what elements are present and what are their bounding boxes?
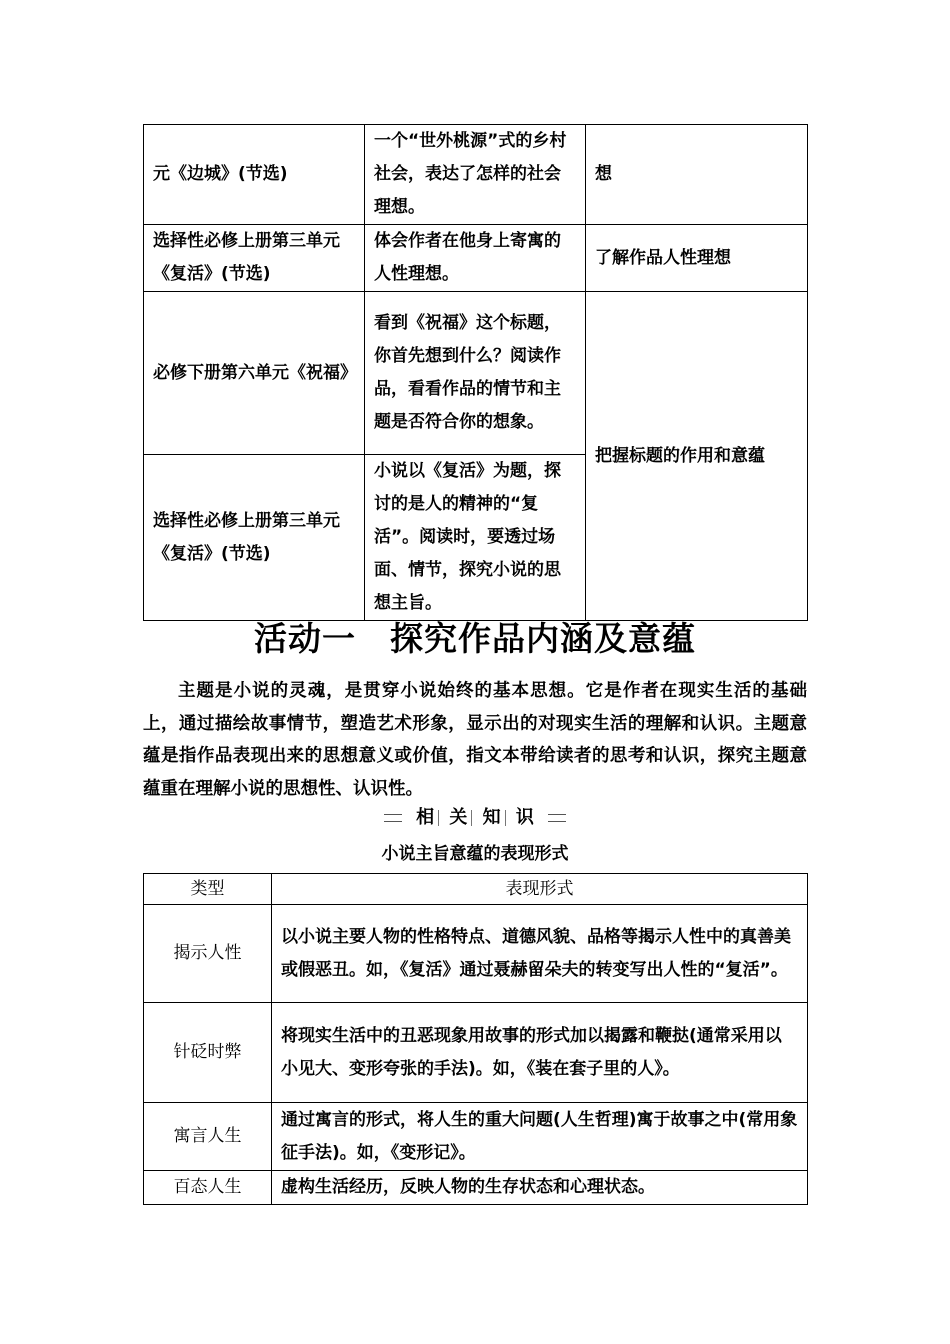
column-header: 表现形式 [272, 874, 808, 905]
form-cell: 以小说主要人物的性格特点、道德风貌、品格等揭示人性中的真善美或假恶丑。如，《复活》通过聂赫留朵夫的转变写出人性的“复活”。 [272, 905, 808, 1003]
heading-char: 关 [449, 807, 468, 828]
table-cell: 小说以《复活》为题，探讨的是人的精神的“复活”。阅读时，要透过场面、情节，探究小说的思想主旨。 [365, 455, 586, 621]
table-cell: 把握标题的作用和意蕴 [586, 292, 808, 621]
heading-char: 相 [416, 807, 435, 828]
table-cell: 必修下册第六单元《祝福》 [144, 292, 365, 455]
column-header: 类型 [144, 874, 272, 905]
table-title: 小说主旨意蕴的表现形式 [381, 844, 569, 864]
table-cell: 了解作品人性理想 [586, 225, 808, 292]
related-knowledge-heading [143, 804, 807, 832]
decor-bar-left [384, 814, 402, 822]
form-cell: 将现实生活中的丑恶现象用故事的形式加以揭露和鞭挞(通常采用以小见大、变形夸张的手法)。如，《装在套子里的人》。 [272, 1003, 808, 1103]
form-cell: 通过寓言的形式，将人生的重大问题(人生哲理)寓于故事之中(常用象征手法)。如，《变形记》。 [272, 1103, 808, 1171]
body-paragraph: 主题是小说的灵魂，是贯穿小说始终的基本思想。它是作者在现实生活的基础上，通过描绘故事情节，塑造艺术形象，显示出的对现实生活的理解和认识。主题意蕴是指作品表现出来的思想意义或价值，指文本带给读者的思考和认识，探究主题意蕴重在理解小说的思想性、认识性。 [143, 681, 807, 799]
type-cell: 针砭时弊 [144, 1003, 272, 1103]
table-cell: 看到《祝福》这个标题，你首先想到什么？阅读作品，看看作品的情节和主题是否符合你的想象。 [365, 292, 586, 455]
type-cell: 寓言人生 [144, 1103, 272, 1171]
theme-forms-table [143, 873, 808, 1205]
table-row [144, 1003, 808, 1103]
table-row [144, 905, 808, 1003]
table-row [144, 1103, 808, 1171]
table-cell: 元《边城》(节选) [144, 125, 365, 225]
heading-char: 知 [482, 807, 501, 828]
table-cell: 选择性必修上册第三单元《复活》(节选) [144, 455, 365, 621]
divider [438, 810, 439, 826]
unit-reading-table [143, 124, 808, 621]
type-cell: 百态人生 [144, 1171, 272, 1205]
divider [505, 810, 506, 826]
table-cell: 想 [586, 125, 808, 225]
table-row [144, 292, 808, 455]
table-cell: 一个“世外桃源”式的乡村社会，表达了怎样的社会理想。 [365, 125, 586, 225]
table-row [144, 225, 808, 292]
divider [471, 810, 472, 826]
table-cell: 体会作者在他身上寄寓的人性理想。 [365, 225, 586, 292]
table-row [144, 125, 808, 225]
table-row [144, 1171, 808, 1205]
table-header-row [144, 874, 808, 905]
decor-bar-right [548, 814, 566, 822]
type-cell: 揭示人性 [144, 905, 272, 1003]
table-cell: 选择性必修上册第三单元《复活》(节选) [144, 225, 365, 292]
section-title: 活动一 探究作品内涵及意蕴 [254, 619, 696, 658]
heading-char: 识 [515, 807, 534, 828]
form-cell: 虚构生活经历，反映人物的生存状态和心理状态。 [272, 1171, 808, 1205]
